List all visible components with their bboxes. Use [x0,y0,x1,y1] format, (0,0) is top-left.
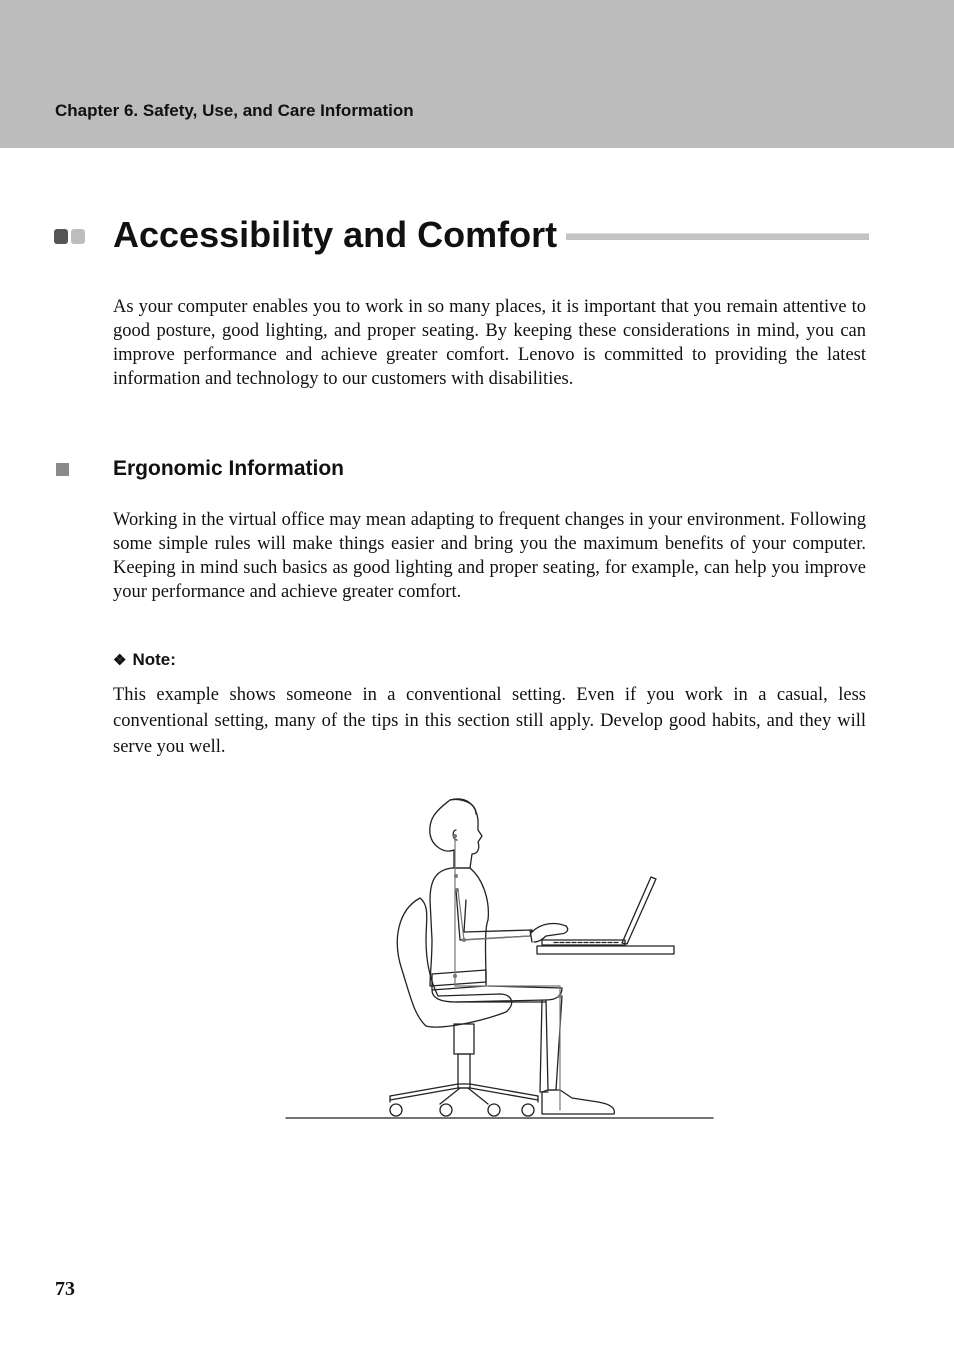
ergonomic-posture-illustration [280,790,720,1130]
desk-surface [537,946,674,954]
chair-post [454,1024,474,1054]
section-square-icon [56,463,69,476]
chapter-title: Chapter 6. Safety, Use, and Care Information [55,101,414,120]
intro-paragraph: As your computer enables you to work in so many places, it is important that you remain attentive to good posture, good lighting, and proper seating. By keeping these considerations in mind, you can improve performance and achieve greater comfort. Lenovo is committed to providing the latest information and technology to our customers with disabilities. [113,297,866,389]
dark-square-icon [54,229,68,244]
chair-stem [458,1054,470,1088]
page-title: Accessibility and Comfort [113,214,558,255]
note-heading [113,650,176,670]
laptop-drawing [542,877,656,945]
note-label: Note: [132,650,176,669]
page-number: 73 [55,1278,75,1300]
note-paragraph: This example shows someone in a conventional setting. Even if you work in a casual, less conventional setting, many of the tips in this section still apply. Develop good habits, and they will serve you well. [113,685,866,757]
four-diamond-icon: ❖ [113,652,127,669]
title-rule [566,233,869,240]
light-square-icon [71,229,85,244]
chapter-header-band [0,0,954,148]
title-bullet-icons [54,229,88,247]
section-title: Ergonomic Information [113,457,344,480]
chair-base [390,1084,538,1116]
section-paragraph: Working in the virtual office may mean adapting to frequent changes in your environment. Following some simple rules will make things easier and bring you the maximum benefits of your computer. Keeping in mind such basics as good lighting and proper seating, for example, can help you improve your performance and achieve greater comfort. [113,510,866,602]
